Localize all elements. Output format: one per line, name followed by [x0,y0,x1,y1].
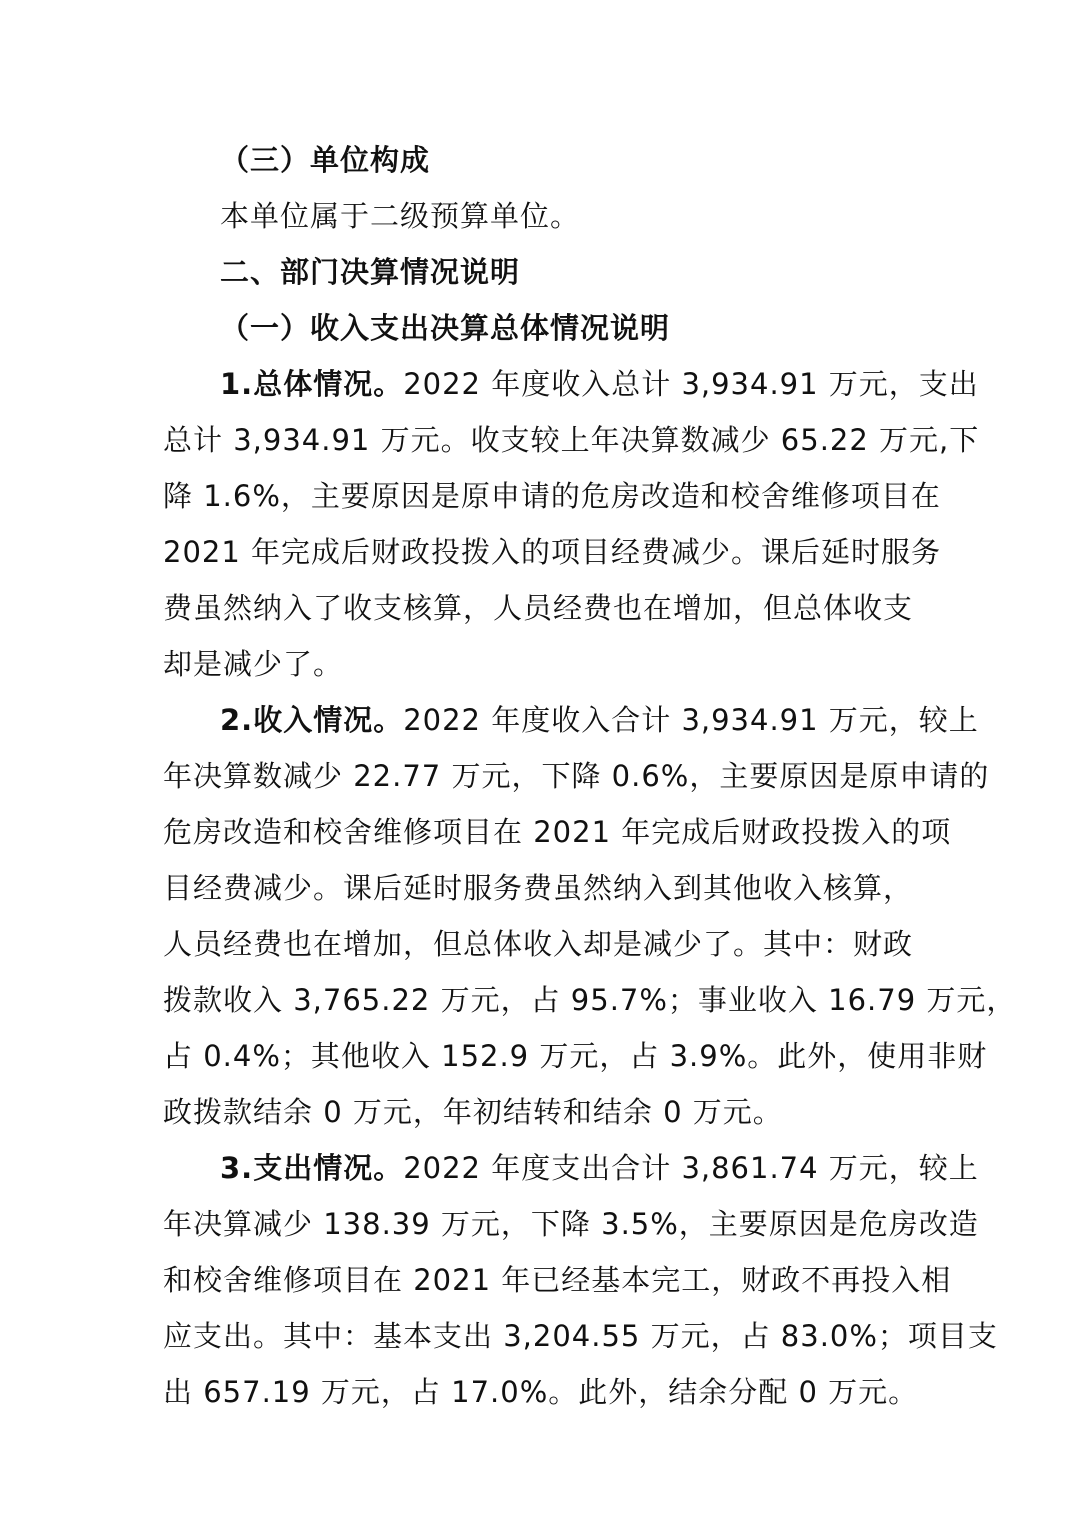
paragraph-overall [163,364,980,684]
paragraph-expense-line: 和校舍维修项目在 2021 年已经基本完工，财政不再投入相 [163,1263,952,1297]
paragraph-income-line: 拨款收入 3,765.22 万元，占 95.7%；事业收入 16.79 万元， [163,983,1017,1017]
paragraph-expense-label: 3.支出情况。 [220,1151,404,1185]
paragraph-income-line: 政拨款结余 0 万元，年初结转和结余 0 万元。 [163,1095,783,1129]
paragraph-overall-line: 2021 年完成后财政投拨入的项目经费减少。课后延时服务 [163,535,942,569]
paragraph-expense-line: 年决算减少 138.39 万元，下降 3.5%，主要原因是危房改造 [163,1207,979,1241]
paragraph-overall-line: 总计 3,934.91 万元。收支较上年决算数减少 65.22 万元,下 [163,423,980,457]
paragraph-expense-line: 出 657.19 万元，占 17.0%。此外，结余分配 0 万元。 [163,1375,919,1409]
paragraph-income [163,700,1017,1132]
section-two-heading: 二、部门决算情况说明 [220,255,521,289]
paragraph-income-line: 占 0.4%；其他收入 152.9 万元，占 3.9%。此外，使用非财 [163,1039,988,1073]
paragraph-income-line: 人员经费也在增加，但总体收入却是减少了。其中：财政 [163,927,914,961]
section-two-one-heading: （一）收入支出决算总体情况说明 [220,311,671,345]
paragraph-expense [163,1148,998,1412]
paragraph-income-line: 目经费减少。课后延时服务费虽然纳入到其他收入核算， [163,871,914,905]
paragraph-income-label: 2.收入情况。 [220,703,404,737]
paragraph-expense-line [163,1148,979,1188]
paragraph-overall-line [163,364,979,404]
paragraph-overall-line: 费虽然纳入了收支核算，人员经费也在增加，但总体收支 [163,591,914,625]
paragraph-income-line [163,700,979,740]
section-unit-heading: （三）单位构成 [220,143,431,177]
paragraph-income-line: 年决算数减少 22.77 万元，下降 0.6%，主要原因是原申请的 [163,759,990,793]
paragraph-income-text: 2022 年度收入合计 3,934.91 万元，较上 [403,703,979,737]
paragraph-expense-line: 应支出。其中：基本支出 3,204.55 万元，占 83.0%；项目支 [163,1319,998,1353]
paragraph-overall-line: 却是减少了。 [163,647,344,681]
paragraph-overall-line: 降 1.6%，主要原因是原申请的危房改造和校舍维修项目在 [163,479,941,513]
paragraph-income-line: 危房改造和校舍维修项目在 2021 年完成后财政投拨入的项 [163,815,952,849]
paragraph-expense-text: 2022 年度支出合计 3,861.74 万元，较上 [403,1151,979,1185]
paragraph-overall-text: 2022 年度收入总计 3,934.91 万元，支出 [403,367,979,401]
section-unit-text: 本单位属于二级预算单位。 [220,199,581,233]
paragraph-overall-label: 1.总体情况。 [220,367,404,401]
document-body [163,140,1017,1428]
